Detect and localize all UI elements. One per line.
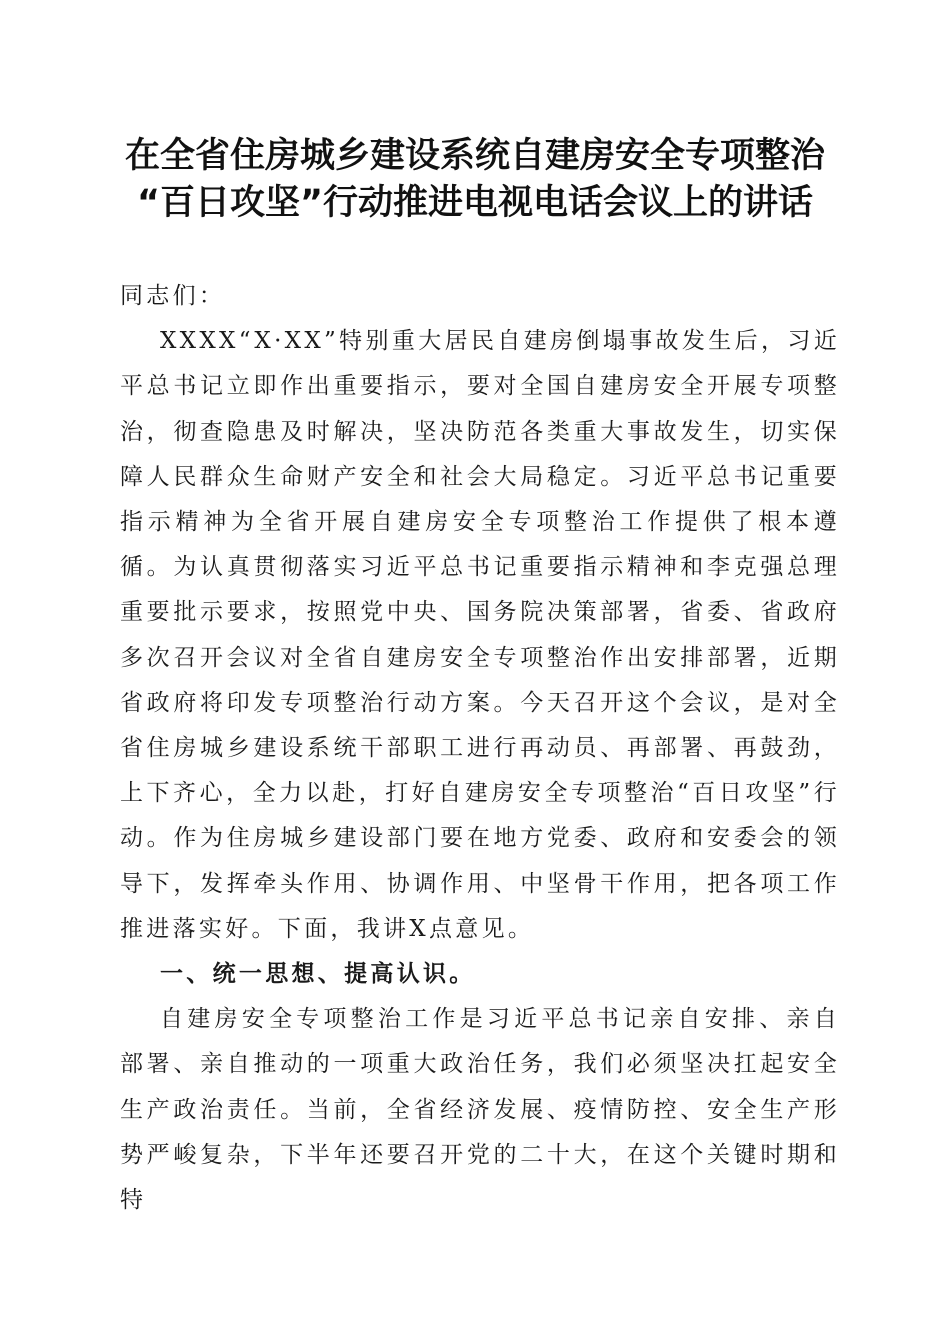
paragraph-intro: XXXX“X·XX”特别重大居民自建房倒塌事故发生后，习近平总书记立即作出重要指示，要对全国自建房安全开展专项整治，彻查隐患及时解决，坚决防范各类重大事故发生，切实保障人民群众生命财产安全和社会大局稳定。习近平总书记重要指示精神为全省开展自建房安全专项整治工作提供了根本遵循。为认真贯彻落实习近平总书记重要指示精神和李克强总理重要批示要求，按照党中央、国务院决策部署，省委、省政府多次召开会议对全省自建房安全专项整治作出安排部署，近期省政府将印发专项整治行动方案。今天召开这个会议，是对全省住房城乡建设系统干部职工进行再动员、再部署、再鼓劲，上下齐心，全力以赴，打好自建房安全专项整治“百日攻坚”行动。作为住房城乡建设部门要在地方党委、政府和安委会的领导下，发挥牵头作用、协调作用、中坚骨干作用，把各项工作推进落实好。下面，我讲X点意见。 — [120, 328, 840, 942]
document-title — [80, 133, 870, 227]
paragraph-section-1: 自建房安全专项整治工作是习近平总书记亲自安排、亲自部署、亲自推动的一项重大政治任务，我们必须坚决扛起安全生产政治责任。当前，全省经济发展、疫情防控、安全生产形势严峻复杂，下半年还要召开党的二十大，在这个关键时期和特 — [120, 1006, 840, 1214]
title-line-1: 在全省住房城乡建设系统自建房安全专项整治 — [124, 136, 825, 176]
title-line-2: “百日攻坚”行动推进电视电话会议上的讲话 — [136, 183, 813, 223]
document-body — [120, 274, 840, 1223]
salutation: 同志们： — [120, 283, 226, 309]
section-heading-1: 一、统一思想、提高认识。 — [160, 961, 476, 988]
